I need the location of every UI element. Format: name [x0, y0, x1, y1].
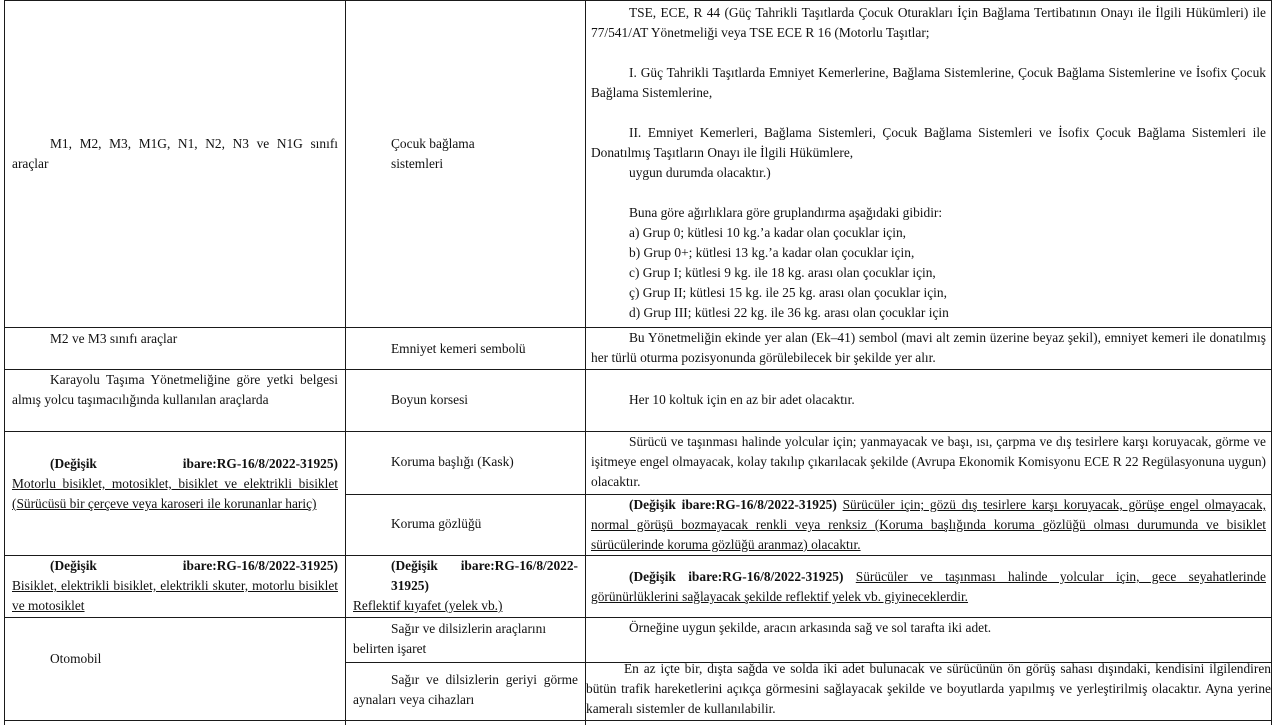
equipment-name: Reflektif kıyafet (yelek vb.) — [353, 598, 503, 613]
equipment-cell — [346, 328, 585, 369]
vehicle-class: Otomobil — [50, 651, 102, 666]
requirement-text: Örneğine uygun şekilde, aracın arkasında sağ ve sol tarafta iki adet. — [629, 620, 992, 635]
requirement-cell — [586, 495, 1271, 555]
requirement-text: I. Güç Tahrikli Taşıtlarda Emniyet Kemerlerine, Bağlama Sistemlerine, Çocuk Bağlama Sistemlerine ve İsofix Çocuk Bağlama Sistemlerine, — [591, 65, 1266, 100]
vehicle-class: Bisiklet, elektrikli bisiklet, elektrikli skuter, motorlu bisiklet ve motosiklet — [12, 578, 338, 613]
equipment-name: Sağır ve dilsizlerin araçlarını belirten işaret — [353, 621, 547, 656]
equipment-cell — [346, 495, 585, 555]
requirement-text: Buna göre ağırlıklara göre gruplandırma aşağıdaki gibidir: — [629, 205, 943, 220]
equipment-name: Çocuk bağlama sistemleri — [391, 136, 475, 171]
equipment-name: Koruma başlığı (Kask) — [391, 454, 514, 469]
vehicle-class — [12, 556, 338, 576]
equipment-cell — [346, 1, 585, 327]
requirement-cell — [586, 370, 1271, 431]
group-item: a) Grup 0; kütlesi 10 kg.’a kadar olan çocuklar için, — [629, 225, 907, 240]
equipment-cell — [346, 618, 585, 662]
requirement-text: uygun durumda olacaktır.) — [629, 165, 771, 180]
requirement-text — [591, 495, 1266, 555]
requirement-text — [591, 567, 1266, 607]
table-row — [5, 370, 345, 431]
requirement-text: TSE, ECE, R 44 (Güç Tahrikli Taşıtlarda Çocuk Oturakları İçin Bağlama Tertibatının Onayı ile İlgili Hükümleri) ile 77/541/AT Yönetmeliği veya TSE ECE R 16 (Motorlu Taşıtlar; — [591, 5, 1266, 40]
equipment-cell — [346, 432, 585, 494]
requirement-cell — [586, 432, 1271, 494]
requirement-cell — [586, 618, 1271, 662]
amendment-note: (Değişik ibare:RG-16/8/2022-31925) — [50, 558, 338, 573]
amendment-note: (Değişik ibare:RG-16/8/2022-31925) — [629, 497, 837, 512]
requirement-cell — [586, 328, 1271, 369]
requirement-amended-text: Sürücüler için; gözü dış tesirlere karşı koruyacak, görüşe engel olmayacak, normal görüşü bozmayacak renkli veya renksiz (Koruma başlığında koruma gözlüğü olması durumunda ve bisiklet sürücülerinde koruma gözlüğü aranmaz) olacaktır. — [591, 497, 1266, 552]
requirement-cell — [586, 1, 1271, 327]
table-row — [5, 328, 345, 369]
equipment-cell — [346, 663, 585, 720]
requirement-text: Bu Yönetmeliğin ekinde yer alan (Ek–41) sembol (mavi alt zemin üzerine beyaz şekil), emniyet kemeri ile donatılmış her türlü oturma pozisyonunda görülebilecek bir şekilde yer alır. — [591, 330, 1266, 365]
equipment-name: Emniyet kemeri sembolü — [391, 341, 526, 356]
table-row — [5, 556, 345, 617]
group-item: ç) Grup II; kütlesi 15 kg. ile 25 kg. arası olan çocuklar için, — [629, 285, 947, 300]
vehicle-class — [12, 454, 338, 474]
requirement-cell — [586, 663, 1271, 720]
table-row — [5, 432, 345, 555]
amendment-note: (Değişik ibare:RG-16/8/2022-31925) — [50, 456, 338, 471]
group-item: b) Grup 0+; kütlesi 13 kg.’a kadar olan çocuklar için, — [629, 245, 915, 260]
requirement-text: II. Emniyet Kemerleri, Bağlama Sistemleri, Çocuk Bağlama Sistemleri ve İsofix Çocuk Bağlama Sistemleri ile Donatılmış Taşıtların Onayı ile İlgili Hükümlere, — [591, 125, 1266, 160]
vehicle-class: Karayolu Taşıma Yönetmeliğine göre yetki belgesi almış yolcu taşımacılığında kullanılan araçlarda — [12, 372, 338, 407]
requirement-text: Her 10 koltuk için en az bir adet olacaktır. — [629, 392, 855, 407]
vehicle-class: Motorlu bisiklet, motosiklet, bisiklet ve elektrikli bisiklet (Sürücüsü bir çerçeve veya karoseri ile korunanlar hariç) — [12, 476, 338, 511]
amendment-note: (Değişik ibare:RG-16/8/2022-31925) — [629, 569, 844, 584]
requirement-cell — [586, 556, 1271, 617]
table-row — [5, 1, 345, 327]
requirement-amended-text: Sürücüler ve taşınması halinde yolcular için, gece seyahatlerinde görünürlüklerini sağlayacak şekilde reflektif yelek vb. giyineceklerdir. — [591, 569, 1266, 604]
requirement-text: Sürücü ve taşınması halinde yolcular için; yanmayacak ve başı, ısı, çarpma ve dış tesirlere karşı koruyacak, görme ve işitmeye engel olmayacak, kolay takılıp çıkarılacak şekilde (Avrupa Ekonomik Komisyonu ECE R 22 Regülasyonuna uygun) olacaktır. — [591, 434, 1266, 489]
group-item: d) Grup III; kütlesi 22 kg. ile 36 kg. arası olan çocuklar için — [629, 305, 949, 320]
equipment-name: Boyun korsesi — [391, 392, 468, 407]
equipment-name: Sağır ve dilsizlerin geriyi görme aynaları veya cihazları — [353, 672, 578, 707]
table-border — [4, 720, 1272, 721]
amendment-note: (Değişik ibare:RG-16/8/2022-31925) — [391, 558, 578, 593]
group-item: c) Grup I; kütlesi 9 kg. ile 18 kg. arası olan çocuklar için, — [629, 265, 936, 280]
equipment-name: Koruma gözlüğü — [391, 516, 482, 531]
requirement-text: En az içte bir, dışta sağda ve solda iki adet bulunacak ve sürücünün ön görüş sahası dışındaki, kendisini ilgilendiren bütün trafik hareketlerini açıkça görmesini sağlayacak şekilde ve boyutlarda yapılmış ve yerleştirilmiş olacaktır. Ayna yerine kameralı sistemler de kullanılabilir. — [586, 663, 1271, 716]
equipment-cell — [346, 370, 585, 431]
table-row — [5, 618, 345, 720]
equipment-cell — [346, 556, 585, 617]
vehicle-class: M1, M2, M3, M1G, N1, N2, N3 ve N1G sınıfı araçlar — [12, 136, 338, 171]
vehicle-class: M2 ve M3 sınıfı araçlar — [50, 331, 178, 346]
